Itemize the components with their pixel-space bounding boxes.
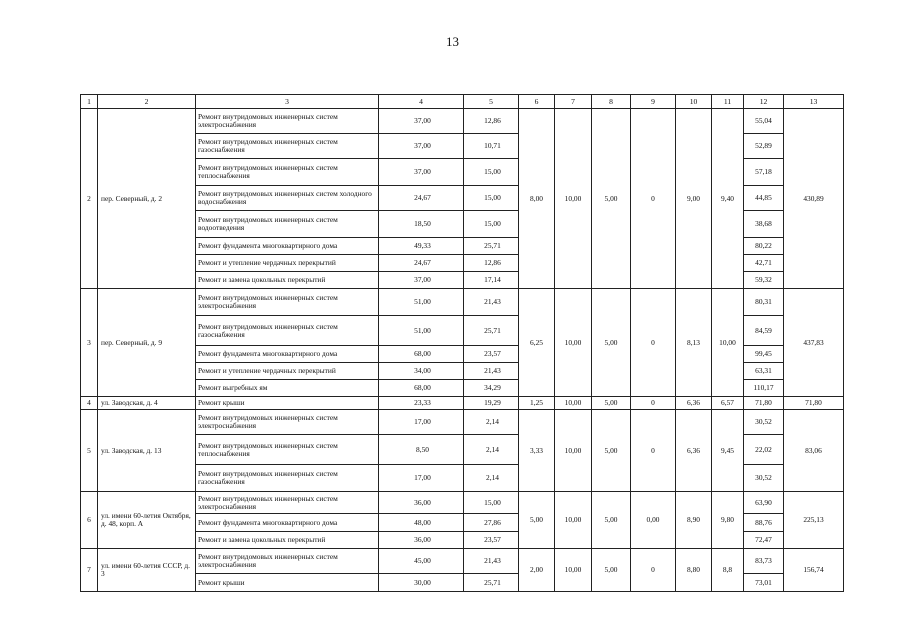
cell-col-4: 37,00: [379, 159, 464, 186]
cell-col-7: 10,00: [555, 289, 592, 397]
cell-col-11: 9,80: [712, 492, 744, 549]
table-row: [81, 410, 844, 435]
house-address: ул. Заводская, д. 4: [98, 397, 196, 410]
work-type: Ремонт внутридомовых инженерных систем электроснабжения: [196, 410, 379, 435]
cell-col-12: 44,85: [744, 186, 784, 211]
cell-col-12: 63,90: [744, 492, 784, 514]
cell-col-7: 10,00: [555, 109, 592, 289]
cell-col-9: 0,00: [631, 492, 676, 549]
work-type: Ремонт и замена цокольных перекрытий: [196, 272, 379, 289]
table-row: [81, 289, 844, 316]
cell-col-5: 2,14: [464, 410, 519, 435]
cell-col-11: 8,8: [712, 549, 744, 592]
row-number: 4: [81, 397, 98, 410]
cell-col-4: 30,00: [379, 574, 464, 592]
row-number: 7: [81, 549, 98, 592]
cell-col-5: 25,71: [464, 238, 519, 255]
house-address: ул. имени 60-летия СССР, д. 3: [98, 549, 196, 592]
cell-col-12: 30,52: [744, 465, 784, 492]
cell-col-9: 0: [631, 549, 676, 592]
repair-cost-table: [80, 94, 844, 592]
work-type: Ремонт внутридомовых инженерных систем холодного водоснабжения: [196, 186, 379, 211]
cell-col-4: 34,00: [379, 363, 464, 380]
work-type: Ремонт внутридомовых инженерных систем газоснабжения: [196, 316, 379, 346]
cell-col-4: 51,00: [379, 316, 464, 346]
cell-col-13-total: 156,74: [784, 549, 844, 592]
cell-col-6: 2,00: [519, 549, 555, 592]
cell-col-4: 8,50: [379, 435, 464, 465]
cell-col-12: 88,76: [744, 514, 784, 532]
cell-col-5: 15,00: [464, 159, 519, 186]
cell-col-4: 17,00: [379, 465, 464, 492]
cell-col-12: 30,52: [744, 410, 784, 435]
cell-col-12: 59,32: [744, 272, 784, 289]
column-header-12: 12: [744, 95, 784, 109]
cell-col-13-total: 225,13: [784, 492, 844, 549]
row-number: 5: [81, 410, 98, 492]
work-type: Ремонт крыши: [196, 397, 379, 410]
column-header-5: 5: [464, 95, 519, 109]
cell-col-8: 5,00: [592, 492, 631, 549]
cell-col-10: 8,13: [676, 289, 712, 397]
cell-col-13-total: 83,06: [784, 410, 844, 492]
cell-col-11: 6,57: [712, 397, 744, 410]
table-body: [81, 109, 844, 592]
cell-col-9: 0: [631, 109, 676, 289]
cell-col-5: 12,86: [464, 109, 519, 134]
cell-col-8: 5,00: [592, 397, 631, 410]
house-address: ул. имени 60-летия Октября, д. 48, корп. А: [98, 492, 196, 549]
work-type: Ремонт и утепление чердачных перекрытий: [196, 255, 379, 272]
work-type: Ремонт и утепление чердачных перекрытий: [196, 363, 379, 380]
cell-col-9: 0: [631, 397, 676, 410]
work-type: Ремонт фундамента многоквартирного дома: [196, 514, 379, 532]
column-header-2: 2: [98, 95, 196, 109]
table-row: [81, 492, 844, 514]
cell-col-8: 5,00: [592, 549, 631, 592]
cell-col-4: 36,00: [379, 492, 464, 514]
cell-col-10: 9,00: [676, 109, 712, 289]
cell-col-12: 55,04: [744, 109, 784, 134]
cell-col-4: 68,00: [379, 346, 464, 363]
cell-col-12: 80,22: [744, 238, 784, 255]
cell-col-6: 1,25: [519, 397, 555, 410]
work-type: Ремонт внутридомовых инженерных систем электроснабжения: [196, 109, 379, 134]
work-type: Ремонт внутридомовых инженерных систем электроснабжения: [196, 492, 379, 514]
cell-col-8: 5,00: [592, 109, 631, 289]
column-header-7: 7: [555, 95, 592, 109]
work-type: Ремонт внутридомовых инженерных систем электроснабжения: [196, 549, 379, 574]
cell-col-4: 37,00: [379, 272, 464, 289]
cell-col-12: 42,71: [744, 255, 784, 272]
cell-col-12: 52,89: [744, 134, 784, 159]
cell-col-10: 6,36: [676, 410, 712, 492]
work-type: Ремонт и замена цокольных перекрытий: [196, 532, 379, 549]
column-header-8: 8: [592, 95, 631, 109]
cell-col-4: 24,67: [379, 255, 464, 272]
column-header-1: 1: [81, 95, 98, 109]
work-type: Ремонт внутридомовых инженерных систем теплоснабжения: [196, 435, 379, 465]
cell-col-10: 8,90: [676, 492, 712, 549]
cell-col-12: 83,73: [744, 549, 784, 574]
cell-col-11: 9,40: [712, 109, 744, 289]
cell-col-5: 23,57: [464, 532, 519, 549]
column-header-9: 9: [631, 95, 676, 109]
cell-col-12: 57,18: [744, 159, 784, 186]
cell-col-7: 10,00: [555, 549, 592, 592]
cell-col-12: 99,45: [744, 346, 784, 363]
work-type: Ремонт крыши: [196, 574, 379, 592]
column-header-13: 13: [784, 95, 844, 109]
cell-col-12: 38,68: [744, 211, 784, 238]
cell-col-9: 0: [631, 289, 676, 397]
cell-col-5: 21,43: [464, 549, 519, 574]
cell-col-5: 25,71: [464, 574, 519, 592]
cell-col-5: 23,57: [464, 346, 519, 363]
cell-col-4: 48,00: [379, 514, 464, 532]
cell-col-12: 110,17: [744, 380, 784, 397]
cell-col-4: 18,50: [379, 211, 464, 238]
cell-col-4: 23,33: [379, 397, 464, 410]
column-header-11: 11: [712, 95, 744, 109]
cell-col-6: 3,33: [519, 410, 555, 492]
cell-col-12: 84,59: [744, 316, 784, 346]
cell-col-5: 2,14: [464, 435, 519, 465]
column-header-10: 10: [676, 95, 712, 109]
cell-col-4: 49,33: [379, 238, 464, 255]
house-address: пер. Северный, д. 2: [98, 109, 196, 289]
column-number-row: [81, 95, 844, 109]
table-row: [81, 397, 844, 410]
cell-col-6: 8,00: [519, 109, 555, 289]
work-type: Ремонт внутридомовых инженерных систем газоснабжения: [196, 465, 379, 492]
row-number: 6: [81, 492, 98, 549]
cell-col-9: 0: [631, 410, 676, 492]
cell-col-4: 68,00: [379, 380, 464, 397]
column-header-4: 4: [379, 95, 464, 109]
cell-col-4: 24,67: [379, 186, 464, 211]
work-type: Ремонт фундамента многоквартирного дома: [196, 346, 379, 363]
cell-col-12: 80,31: [744, 289, 784, 316]
cell-col-13-total: 71,80: [784, 397, 844, 410]
cell-col-8: 5,00: [592, 289, 631, 397]
cell-col-8: 5,00: [592, 410, 631, 492]
cell-col-12: 22,02: [744, 435, 784, 465]
cell-col-5: 21,43: [464, 363, 519, 380]
cell-col-5: 21,43: [464, 289, 519, 316]
cell-col-5: 15,00: [464, 186, 519, 211]
cell-col-5: 15,00: [464, 211, 519, 238]
cell-col-5: 19,29: [464, 397, 519, 410]
cell-col-10: 8,80: [676, 549, 712, 592]
cell-col-11: 10,00: [712, 289, 744, 397]
work-type: Ремонт внутридомовых инженерных систем электроснабжения: [196, 289, 379, 316]
work-type: Ремонт внутридомовых инженерных систем газоснабжения: [196, 134, 379, 159]
cell-col-4: 45,00: [379, 549, 464, 574]
cell-col-5: 25,71: [464, 316, 519, 346]
cell-col-5: 27,86: [464, 514, 519, 532]
cell-col-13-total: 437,83: [784, 289, 844, 397]
cell-col-5: 10,71: [464, 134, 519, 159]
work-type: Ремонт внутридомовых инженерных систем водоотведения: [196, 211, 379, 238]
work-type: Ремонт фундамента многоквартирного дома: [196, 238, 379, 255]
row-number: 2: [81, 109, 98, 289]
row-number: 3: [81, 289, 98, 397]
cell-col-6: 6,25: [519, 289, 555, 397]
cell-col-5: 12,86: [464, 255, 519, 272]
cell-col-4: 36,00: [379, 532, 464, 549]
cell-col-11: 9,45: [712, 410, 744, 492]
cell-col-5: 34,29: [464, 380, 519, 397]
table-row: [81, 549, 844, 574]
cell-col-12: 72,47: [744, 532, 784, 549]
cell-col-12: 71,80: [744, 397, 784, 410]
cell-col-4: 17,00: [379, 410, 464, 435]
cell-col-10: 6,36: [676, 397, 712, 410]
cell-col-6: 5,00: [519, 492, 555, 549]
work-type: Ремонт внутридомовых инженерных систем теплоснабжения: [196, 159, 379, 186]
cell-col-4: 37,00: [379, 134, 464, 159]
column-header-6: 6: [519, 95, 555, 109]
cell-col-7: 10,00: [555, 492, 592, 549]
cell-col-5: 2,14: [464, 465, 519, 492]
work-type: Ремонт выгребных ям: [196, 380, 379, 397]
cell-col-7: 10,00: [555, 397, 592, 410]
house-address: ул. Заводская, д. 13: [98, 410, 196, 492]
column-header-3: 3: [196, 95, 379, 109]
house-address: пер. Северный, д. 9: [98, 289, 196, 397]
cell-col-7: 10,00: [555, 410, 592, 492]
cell-col-5: 17,14: [464, 272, 519, 289]
page-number: 13: [446, 34, 459, 49]
cell-col-12: 73,01: [744, 574, 784, 592]
table-row: [81, 109, 844, 134]
cell-col-5: 15,00: [464, 492, 519, 514]
cell-col-4: 37,00: [379, 109, 464, 134]
cell-col-12: 63,31: [744, 363, 784, 380]
cell-col-4: 51,00: [379, 289, 464, 316]
cell-col-13-total: 430,89: [784, 109, 844, 289]
